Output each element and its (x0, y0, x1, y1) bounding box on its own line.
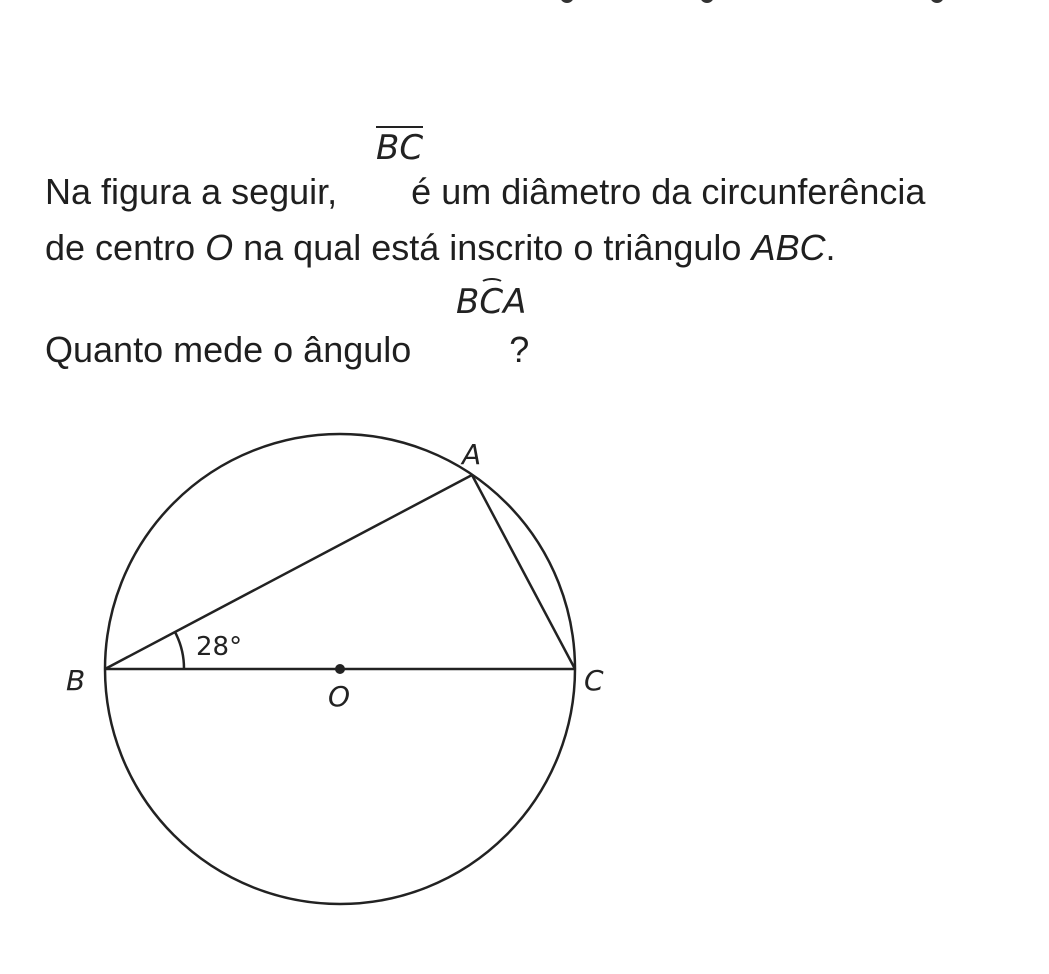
angle-28-label: 28° (196, 632, 243, 662)
side-ba (105, 475, 472, 669)
question-text-start: Na figura a seguir, (45, 171, 338, 212)
question-text-diameter: é um diâmetro da circunferência (411, 171, 926, 212)
question-line-2: de centro O na qual está inscrito o triângulo ABC. (45, 227, 836, 268)
side-ac (472, 475, 575, 669)
segment-bc-notation: BC (376, 128, 424, 168)
question-angle-text: Quanto mede o ângulo (45, 329, 412, 370)
center-o-label: O (205, 227, 234, 268)
center-o-figure-label: O (328, 680, 351, 713)
vertex-a-label: A (462, 438, 482, 471)
vertex-b-label: B (66, 664, 86, 697)
angle-bca-notation: BCA (456, 282, 527, 322)
vertex-c-label: C (584, 664, 604, 697)
triangle-abc-label: ABC (751, 227, 826, 268)
angle-arc (175, 632, 184, 669)
question-mark: ? (509, 329, 530, 370)
angle-hat-icon: C (479, 282, 504, 322)
center-point (335, 664, 345, 674)
